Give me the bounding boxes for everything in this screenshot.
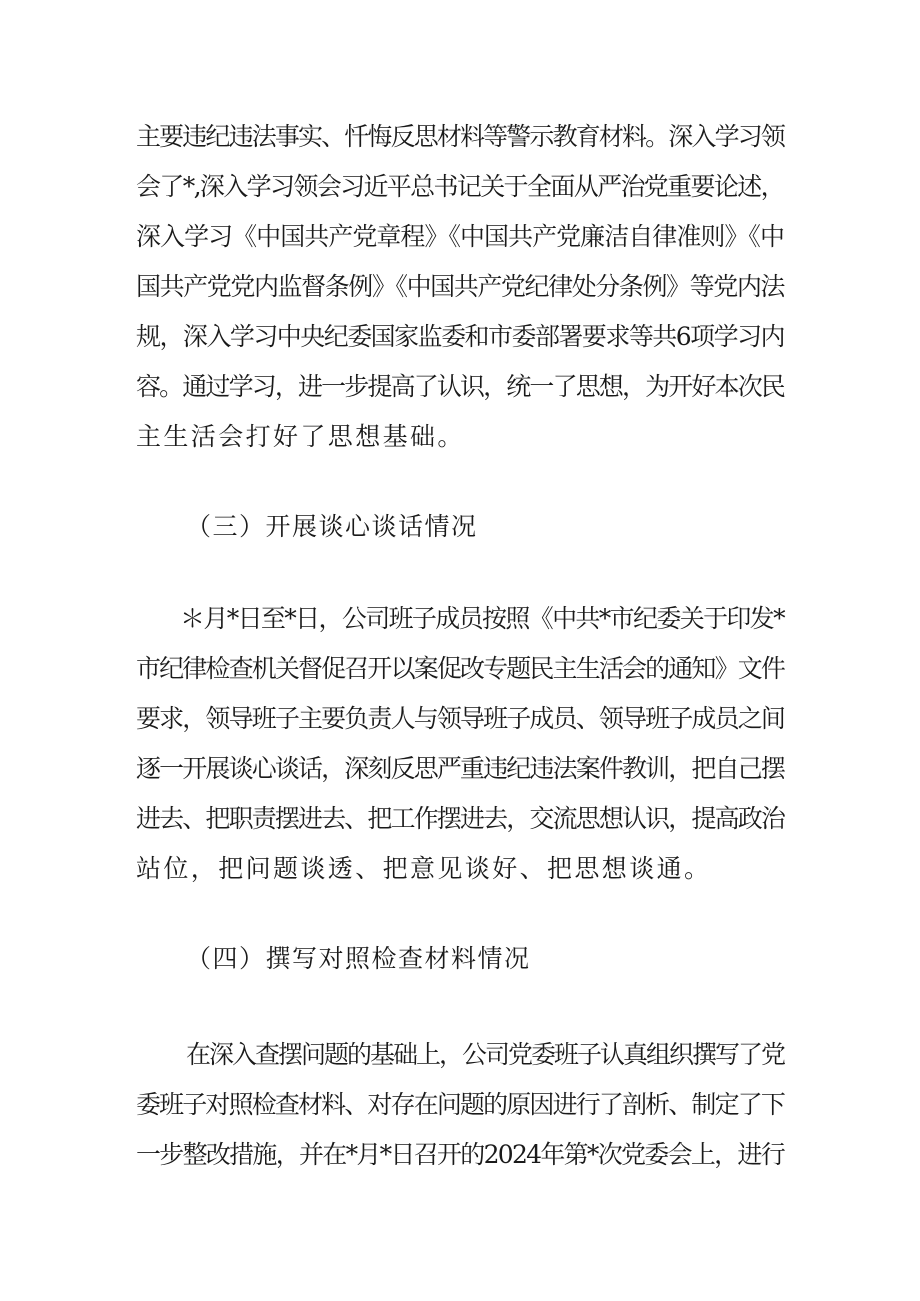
paragraph-2-line: ＊月*日至*日，公司班子成员按照《中共*市纪委关于印发* (180, 604, 784, 633)
paragraph-1-line: 会了*,深入学习领会习近平总书记关于全面从严治党重要论述， (136, 172, 784, 201)
paragraph-1-line: 深入学习《中国共产党章程》《中国共产党廉洁自律准则》《中 (136, 222, 784, 251)
paragraph-2-line: 要求，领导班子主要负责人与领导班子成员、领导班子成员之间 (136, 704, 784, 733)
paragraph-3-line: 委班子对照检查材料、对存在问题的原因进行了剖析、制定了下 (136, 1090, 784, 1119)
paragraph-1-line: 规，深入学习中央纪委国家监委和市委部署要求等共6项学习内 (136, 322, 784, 351)
paragraph-1-line: 容。通过学习，进一步提高了认识，统一了思想，为开好本次民 (136, 372, 784, 401)
section-heading-3: （三）开展谈心谈话情况 (186, 512, 478, 541)
paragraph-2-line: 市纪律检查机关督促召开以案促改专题民主生活会的通知》文件 (136, 654, 784, 683)
paragraph-1-line: 国共产党党内监督条例》《中国共产党纪律处分条例》等党内法 (136, 272, 784, 301)
paragraph-2-line: 站位，把问题谈透、把意见谈好、把思想谈通。 (136, 854, 712, 883)
paragraph-1-line: 主生活会打好了思想基础。 (136, 422, 465, 451)
paragraph-3-line: 一步整改措施，并在*月*日召开的2024年第*次党委会上，进行 (136, 1140, 784, 1169)
section-heading-4: （四）撰写对照检查材料情况 (186, 944, 531, 973)
paragraph-2-line: 逐一开展谈心谈话，深刻反思严重违纪违法案件教训，把自己摆 (136, 754, 784, 783)
paragraph-2-line: 进去、把职责摆进去、把工作摆进去，交流思想认识，提高政治 (136, 804, 784, 833)
paragraph-1-line: 主要违纪违法事实、忏悔反思材料等警示教育材料。深入学习领 (136, 122, 784, 151)
paragraph-3-line: 在深入查摆问题的基础上，公司党委班子认真组织撰写了党 (186, 1040, 784, 1069)
